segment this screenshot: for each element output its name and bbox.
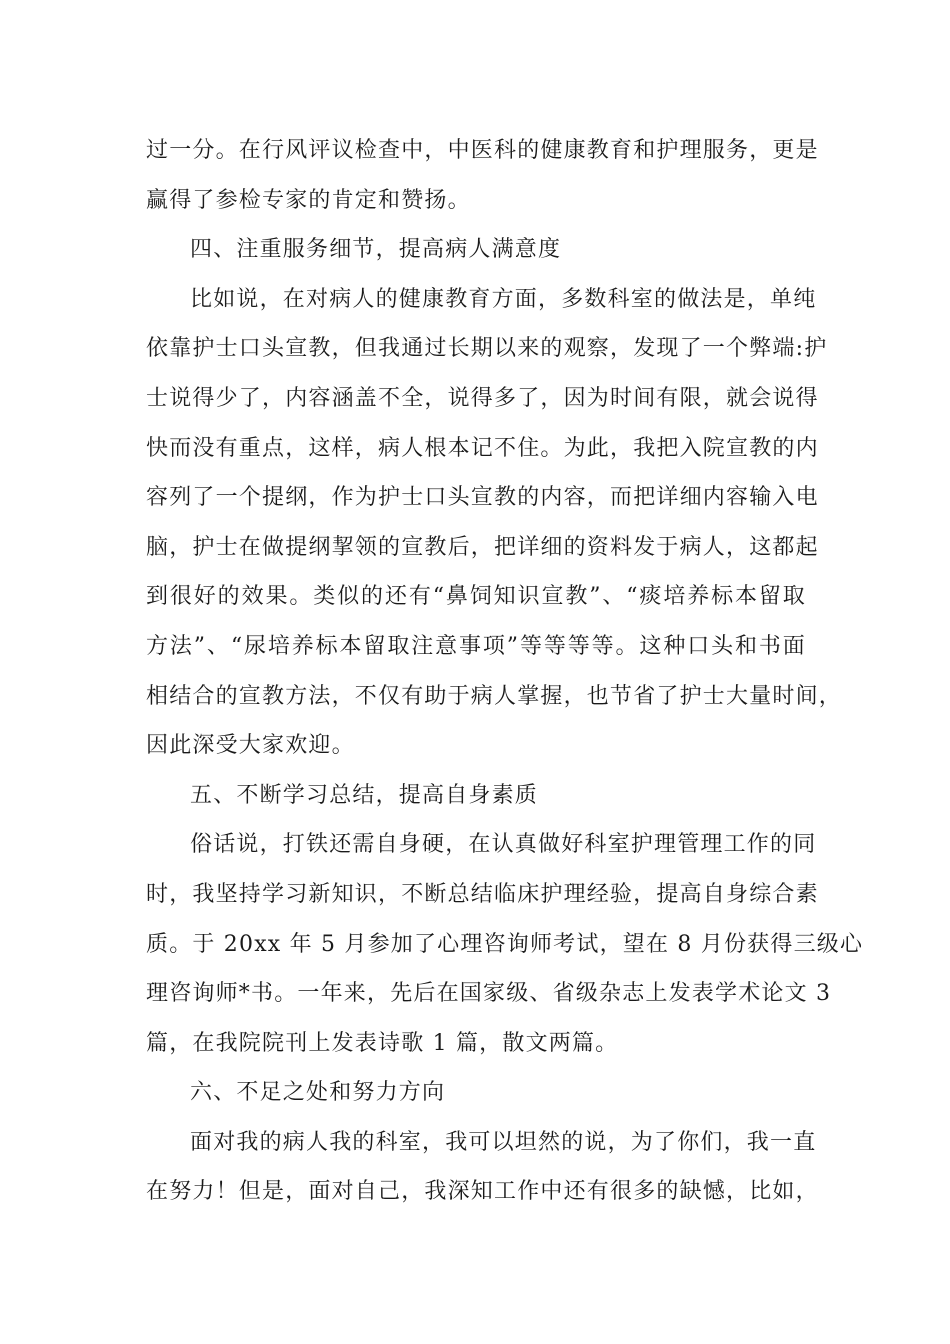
text-line: 赢得了参检专家的肯定和赞扬。 xyxy=(146,187,471,213)
text-line: 质。于 20xx 年 5 月参加了心理咨询师考试，望在 8 月份获得三级心 xyxy=(146,931,864,957)
heading-text: 四、注重服务细节，提高病人满意度 xyxy=(190,237,562,263)
text-line: 时，我坚持学习新知识，不断总结临床护理经验，提高自身综合素 xyxy=(146,881,819,907)
section-heading xyxy=(146,771,806,821)
paragraph xyxy=(146,820,864,1068)
text-line: 因此深受大家欢迎。 xyxy=(146,733,355,759)
text-line: 脑，护士在做提纲挈领的宣教后，把详细的资料发于病人，这都起 xyxy=(146,534,819,560)
heading-text: 六、不足之处和努力方向 xyxy=(190,1080,446,1106)
section-heading xyxy=(146,225,806,275)
text-line: 俗话说，打铁还需自身硬，在认真做好科室护理管理工作的同 xyxy=(190,832,817,858)
text-line: 依靠护士口头宣教，但我通过长期以来的观察，发现了一个弊端:护 xyxy=(146,336,828,362)
paragraph xyxy=(146,275,843,771)
text-line: 过一分。在行风评议检查中，中医科的健康教育和护理服务，更是 xyxy=(146,138,819,163)
heading-text: 五、不断学习总结，提高自身素质 xyxy=(190,782,539,808)
text-line: 相结合的宣教方法，不仅有助于病人掌握，也节省了护士大量时间， xyxy=(146,683,843,709)
paragraph xyxy=(146,1118,819,1217)
text-line: 在努力！但是，面对自己，我深知工作中还有很多的缺憾，比如， xyxy=(146,1179,819,1205)
paragraph xyxy=(146,126,819,225)
text-line: 面对我的病人我的科室，我可以坦然的说，为了你们，我一直 xyxy=(190,1129,817,1155)
text-line: 篇，在我院院刊上发表诗歌 1 篇，散文两篇。 xyxy=(146,1030,619,1056)
text-line: 到很好的效果。类似的还有“鼻饲知识宣教”、“痰培养标本留取 xyxy=(146,584,806,610)
text-line: 比如说，在对病人的健康教育方面，多数科室的做法是，单纯 xyxy=(190,286,817,312)
text-line: 容列了一个提纲，作为护士口头宣教的内容，而把详细内容输入电 xyxy=(146,485,819,511)
text-line: 理咨询师*书。一年来，先后在国家级、省级杂志上发表学术论文 3 xyxy=(146,981,832,1007)
text-line: 快而没有重点，这样，病人根本记不住。为此，我把入院宣教的内 xyxy=(146,435,819,461)
section-heading xyxy=(146,1068,806,1118)
text-line: 士说得少了，内容涵盖不全，说得多了，因为时间有限，就会说得 xyxy=(146,385,819,411)
document-body xyxy=(146,126,864,1217)
text-line: 方法”、“尿培养标本留取注意事项”等等等等。这种口头和书面 xyxy=(146,633,806,659)
